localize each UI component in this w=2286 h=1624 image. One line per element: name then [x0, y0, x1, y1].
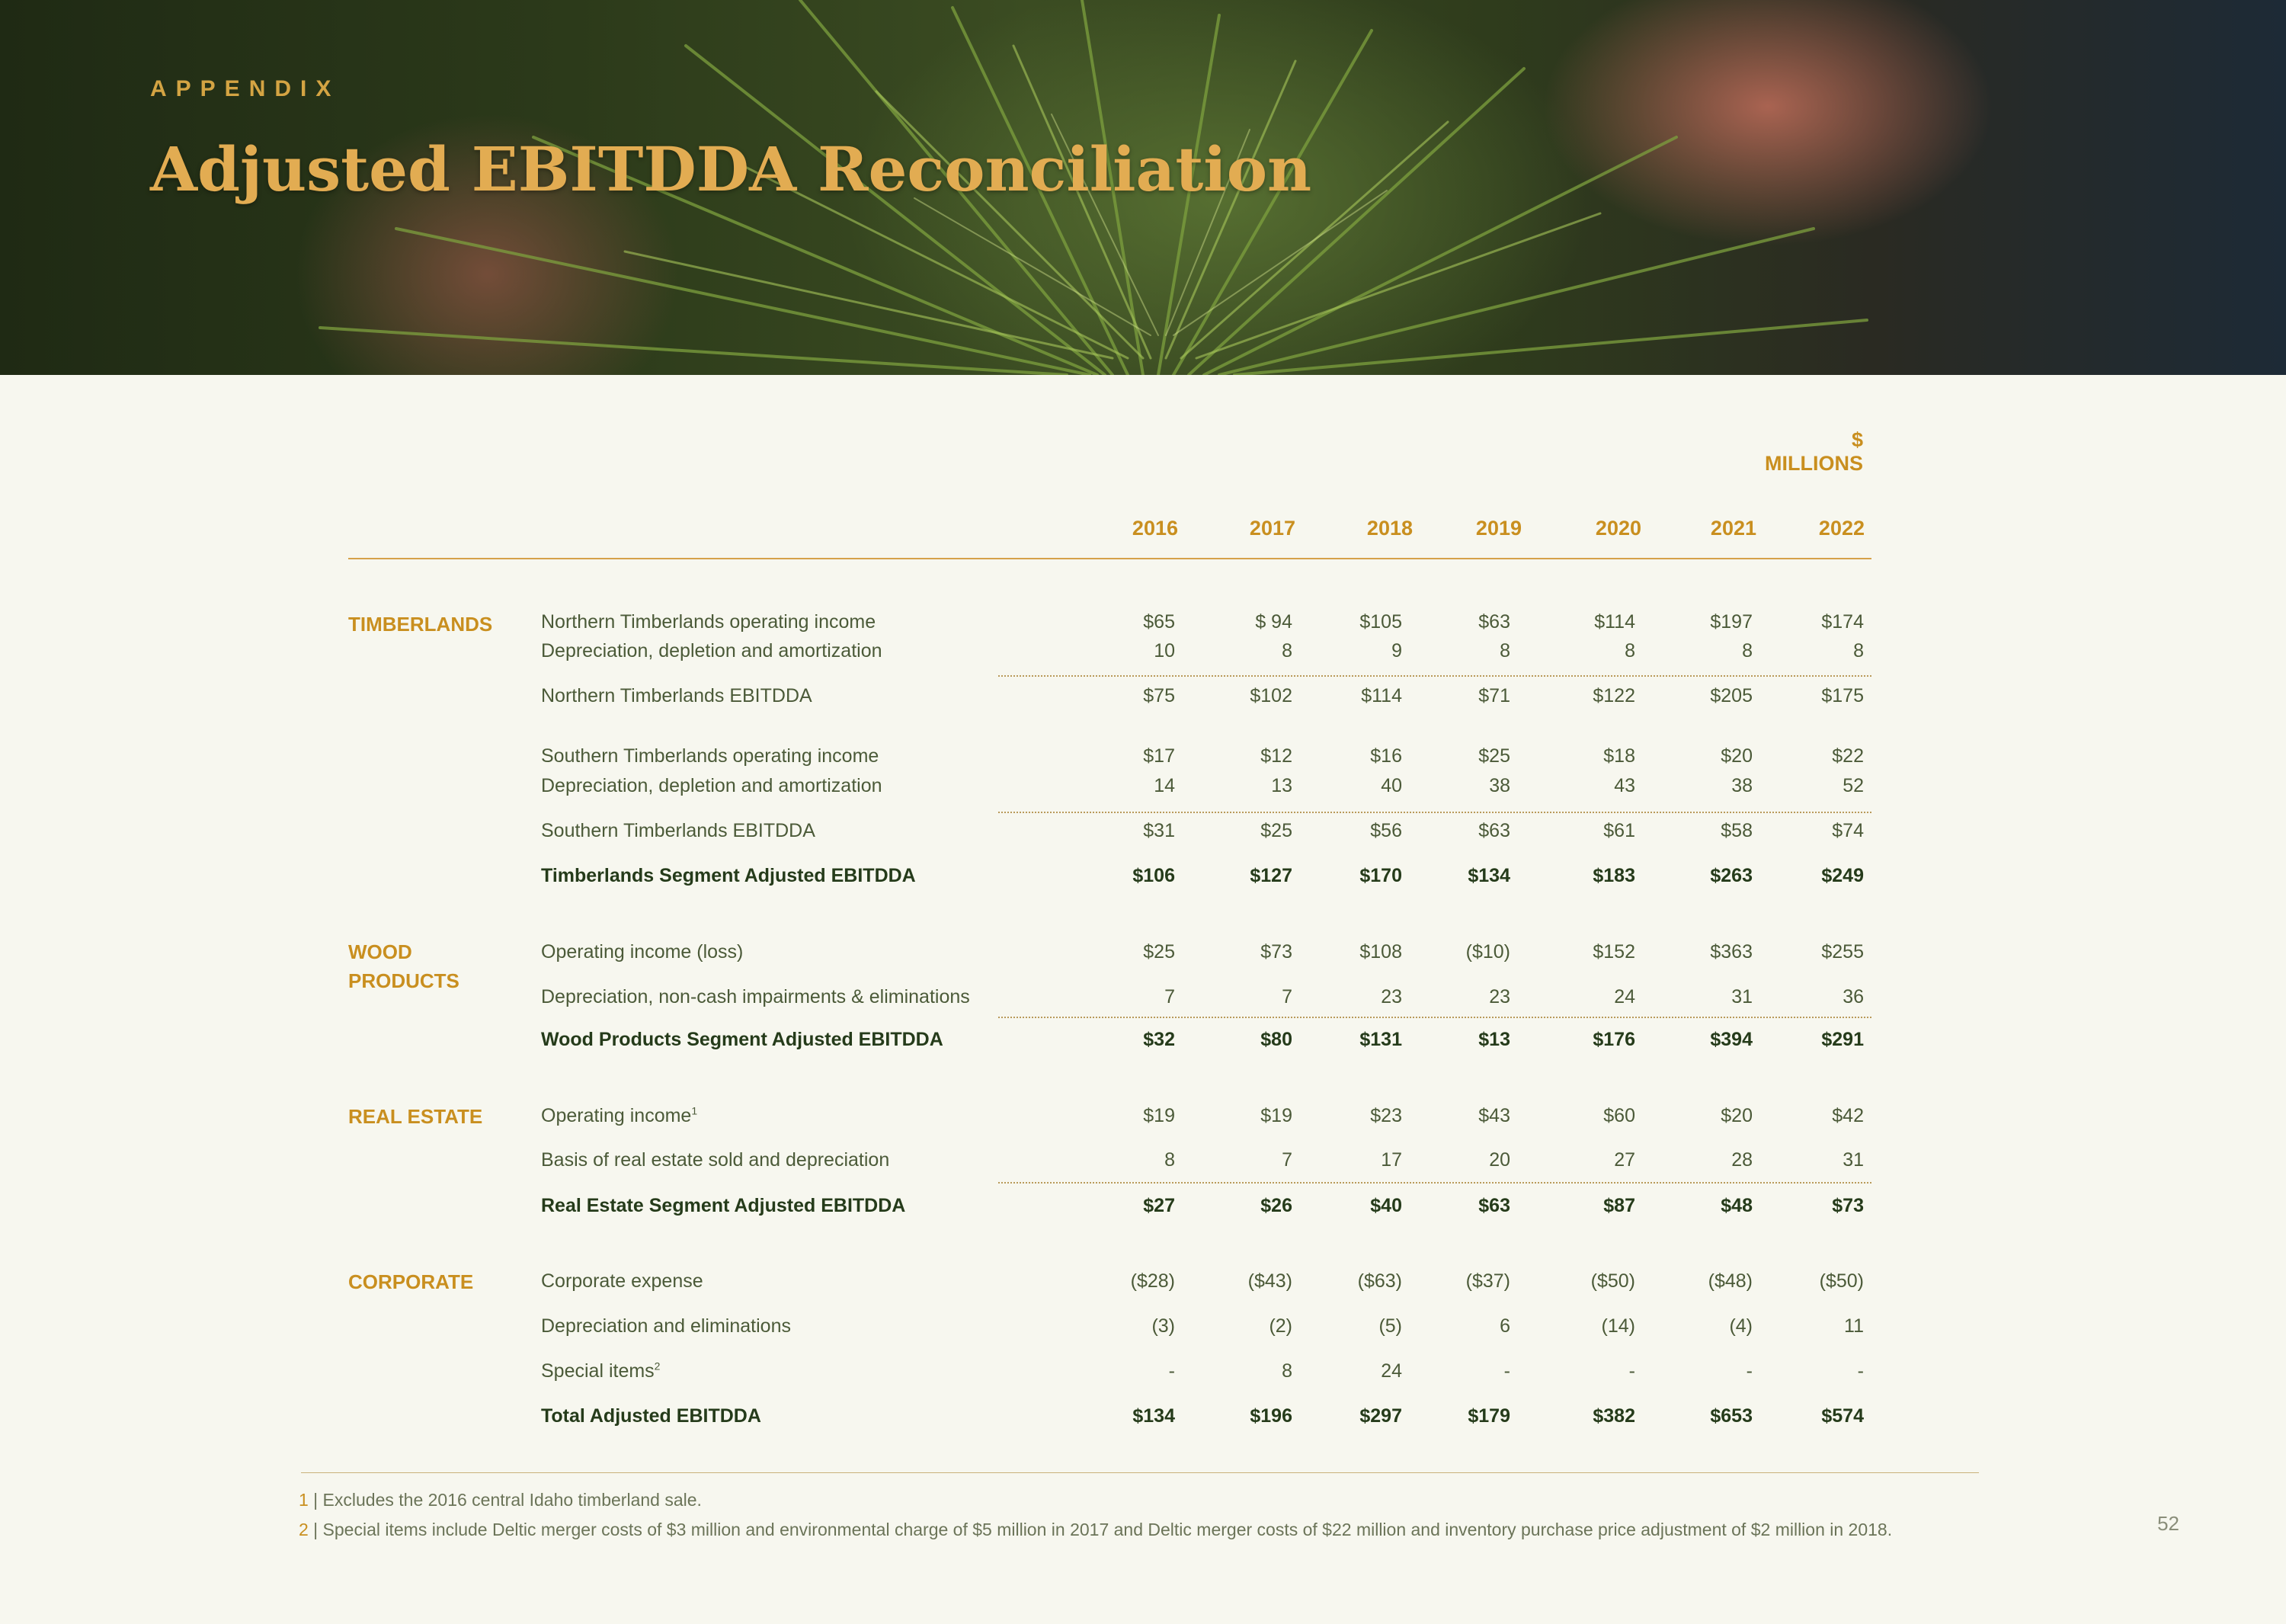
- table-cell-2017: $ 94: [1255, 611, 1292, 633]
- units-label: $ MILLIONS: [1765, 428, 1863, 475]
- table-cell-2017: 13: [1271, 775, 1292, 796]
- footnote-divider: [301, 1472, 1979, 1473]
- row-label: [541, 1029, 943, 1051]
- row-label: [541, 1149, 889, 1171]
- row-label-text: Operating income: [541, 1105, 692, 1126]
- row-label: [541, 941, 743, 963]
- footnote-ref: 1: [691, 1104, 698, 1117]
- table-cell-2016: ($28): [1130, 1270, 1175, 1292]
- table-cell-2020: 24: [1614, 986, 1635, 1007]
- row-label: [541, 986, 970, 1008]
- table-cell-2017: $26: [1260, 1195, 1292, 1216]
- footnote-ref: 2: [654, 1360, 661, 1373]
- table-cell-2022: $174: [1821, 611, 1864, 633]
- hero-banner: [0, 0, 2286, 375]
- row-label: [541, 775, 882, 797]
- year-header-2021: 2021: [1710, 517, 1756, 540]
- table-cell-2018: $170: [1359, 865, 1402, 886]
- table-cell-2017: $127: [1250, 865, 1292, 886]
- table-cell-2021: 38: [1731, 775, 1753, 796]
- table-cell-2018: $114: [1361, 685, 1402, 706]
- table-cell-2017: $80: [1260, 1029, 1292, 1050]
- row-label-text: Special items: [541, 1360, 655, 1382]
- table-cell-2021: $48: [1721, 1195, 1753, 1216]
- table-cell-2019: $179: [1468, 1405, 1510, 1427]
- table-cell-2021: -: [1746, 1360, 1753, 1382]
- table-cell-2020: $382: [1593, 1405, 1635, 1427]
- table-cell-2018: $40: [1370, 1195, 1402, 1216]
- row-label-text: Timberlands Segment Adjusted EBITDDA: [541, 865, 916, 886]
- table-cell-2017: 8: [1282, 640, 1292, 661]
- table-cell-2019: ($10): [1465, 941, 1510, 963]
- row-label-text: Northern Timberlands operating income: [541, 611, 876, 633]
- row-label-text: Depreciation, depletion and amortization: [541, 640, 882, 661]
- segment-real-estate: REAL ESTATE: [348, 1105, 483, 1128]
- row-label: [541, 640, 882, 662]
- table-cell-2021: (4): [1729, 1315, 1753, 1337]
- table-cell-2019: $13: [1478, 1029, 1510, 1050]
- table-cell-2022: $73: [1832, 1195, 1864, 1216]
- table-cell-2020: $152: [1593, 941, 1635, 963]
- table-cell-2020: 43: [1614, 775, 1635, 796]
- table-cell-2020: 27: [1614, 1149, 1635, 1171]
- row-label: [541, 685, 812, 707]
- table-cell-2016: $27: [1143, 1195, 1175, 1216]
- table-cell-2022: 8: [1853, 640, 1864, 661]
- table-cell-2018: 9: [1391, 640, 1402, 661]
- row-label-text: Operating income (loss): [541, 941, 744, 963]
- row-label: [541, 1270, 703, 1292]
- row-label-text: Southern Timberlands operating income: [541, 745, 879, 767]
- table-cell-2016: (3): [1151, 1315, 1175, 1337]
- row-label-text: Corporate expense: [541, 1270, 703, 1292]
- appendix-eyebrow: APPENDIX: [150, 76, 341, 101]
- table-cell-2022: $249: [1821, 865, 1864, 886]
- table-cell-2019: ($37): [1465, 1270, 1510, 1292]
- table-cell-2019: 23: [1489, 986, 1510, 1007]
- year-header-2020: 2020: [1595, 517, 1641, 540]
- table-cell-2018: $297: [1359, 1405, 1402, 1427]
- row-label-text: Real Estate Segment Adjusted EBITDDA: [541, 1195, 906, 1216]
- table-cell-2017: 8: [1282, 1360, 1292, 1382]
- row-label-text: Southern Timberlands EBITDDA: [541, 820, 815, 841]
- footnote-number: 1: [299, 1490, 309, 1510]
- table-cell-2019: $134: [1468, 865, 1510, 886]
- table-cell-2020: $61: [1603, 820, 1635, 841]
- table-cell-2019: $63: [1478, 820, 1510, 841]
- table-cell-2017: $102: [1250, 685, 1292, 706]
- table-cell-2017: $196: [1250, 1405, 1292, 1427]
- table-cell-2018: 24: [1381, 1360, 1402, 1382]
- table-cell-2021: $363: [1710, 941, 1753, 963]
- table-cell-2018: 23: [1381, 986, 1402, 1007]
- table-cell-2017: ($43): [1247, 1270, 1292, 1292]
- table-cell-2021: $58: [1721, 820, 1753, 841]
- table-cell-2018: $56: [1370, 820, 1402, 841]
- page-number: 52: [2157, 1512, 2179, 1535]
- segment-wood-products-line2: PRODUCTS: [348, 969, 459, 992]
- table-cell-2021: $20: [1721, 1105, 1753, 1126]
- table-cell-2016: $32: [1143, 1029, 1175, 1050]
- row-label: [541, 865, 916, 887]
- table-cell-2016: $134: [1132, 1405, 1175, 1427]
- year-header-2017: 2017: [1249, 517, 1295, 540]
- table-cell-2016: $17: [1143, 745, 1175, 767]
- table-cell-2016: 8: [1164, 1149, 1175, 1171]
- footnote-1: [299, 1490, 702, 1510]
- table-cell-2016: $25: [1143, 941, 1175, 963]
- row-label-text: Basis of real estate sold and depreciation: [541, 1149, 890, 1171]
- table-cell-2019: 6: [1500, 1315, 1510, 1337]
- row-label-text: Wood Products Segment Adjusted EBITDDA: [541, 1029, 943, 1050]
- table-cell-2016: 14: [1154, 775, 1175, 796]
- footnote-text: | Special items include Deltic merger costs of $3 million and environmental charge of $5 million in 2017 and Deltic merger costs of $22 million and inventory purchase price adjustment of $2 million in 2018.: [308, 1520, 1893, 1539]
- table-cell-2021: 28: [1731, 1149, 1753, 1171]
- table-cell-2019: $63: [1478, 611, 1510, 633]
- table-cell-2022: $291: [1821, 1029, 1864, 1050]
- footnote-number: 2: [299, 1520, 309, 1539]
- subtotal-divider: [998, 1182, 1871, 1184]
- table-cell-2021: $263: [1710, 865, 1753, 886]
- table-cell-2017: $12: [1260, 745, 1292, 767]
- row-label: [541, 1105, 697, 1127]
- row-label-text: Depreciation, depletion and amortization: [541, 775, 882, 796]
- table-cell-2017: $25: [1260, 820, 1292, 841]
- year-header-2016: 2016: [1132, 517, 1178, 540]
- subtotal-divider: [998, 1017, 1871, 1018]
- table-cell-2022: $74: [1832, 820, 1864, 841]
- table-cell-2021: $20: [1721, 745, 1753, 767]
- table-cell-2017: 7: [1282, 986, 1292, 1007]
- table-cell-2019: $25: [1478, 745, 1510, 767]
- table-cell-2017: (2): [1269, 1315, 1292, 1337]
- table-cell-2019: -: [1503, 1360, 1510, 1382]
- table-cell-2022: $175: [1821, 685, 1864, 706]
- table-cell-2019: 8: [1500, 640, 1510, 661]
- subtotal-divider: [998, 812, 1871, 813]
- table-cell-2018: $105: [1359, 611, 1402, 633]
- table-cell-2019: 38: [1489, 775, 1510, 796]
- table-cell-2021: $653: [1710, 1405, 1753, 1427]
- table-cell-2018: ($63): [1357, 1270, 1402, 1292]
- table-cell-2016: 10: [1154, 640, 1175, 661]
- footnote-2: [299, 1520, 1892, 1540]
- table-cell-2018: $23: [1370, 1105, 1402, 1126]
- subtotal-divider: [998, 675, 1871, 677]
- table-cell-2018: $131: [1359, 1029, 1402, 1050]
- table-cell-2018: $16: [1370, 745, 1402, 767]
- table-cell-2022: 31: [1843, 1149, 1864, 1171]
- table-cell-2021: 31: [1731, 986, 1753, 1007]
- table-cell-2016: $106: [1132, 865, 1175, 886]
- year-header-2022: 2022: [1818, 517, 1865, 540]
- segment-corporate: CORPORATE: [348, 1270, 474, 1293]
- table-cell-2020: $122: [1593, 685, 1635, 706]
- table-cell-2017: $73: [1260, 941, 1292, 963]
- year-header-2019: 2019: [1475, 517, 1522, 540]
- table-cell-2021: 8: [1742, 640, 1753, 661]
- table-cell-2016: $75: [1143, 685, 1175, 706]
- table-cell-2017: 7: [1282, 1149, 1292, 1171]
- table-cell-2016: $19: [1143, 1105, 1175, 1126]
- row-label: [541, 745, 879, 767]
- page-title: Adjusted EBITDDA Reconciliation: [150, 133, 1312, 205]
- segment-wood-products-line1: WOOD: [348, 940, 412, 963]
- table-cell-2021: $394: [1710, 1029, 1753, 1050]
- table-cell-2016: 7: [1164, 986, 1175, 1007]
- table-cell-2018: $108: [1359, 941, 1402, 963]
- footnote-text: | Excludes the 2016 central Idaho timberland sale.: [308, 1490, 702, 1510]
- table-cell-2021: $197: [1710, 611, 1753, 633]
- table-cell-2021: $205: [1710, 685, 1753, 706]
- table-cell-2020: $87: [1603, 1195, 1635, 1216]
- table-cell-2019: $71: [1478, 685, 1510, 706]
- table-cell-2021: ($48): [1708, 1270, 1753, 1292]
- segment-timberlands: TIMBERLANDS: [348, 613, 493, 636]
- row-label: [541, 1405, 761, 1427]
- table-cell-2022: 52: [1843, 775, 1864, 796]
- row-label: [541, 611, 876, 633]
- row-label-text: Depreciation and eliminations: [541, 1315, 791, 1337]
- row-label: [541, 1360, 660, 1382]
- row-label-text: Total Adjusted EBITDDA: [541, 1405, 761, 1427]
- table-cell-2022: 36: [1843, 986, 1864, 1007]
- table-cell-2020: (14): [1601, 1315, 1635, 1337]
- table-cell-2016: $31: [1143, 820, 1175, 841]
- table-cell-2019: $63: [1478, 1195, 1510, 1216]
- table-cell-2020: $114: [1594, 611, 1635, 633]
- row-label: [541, 820, 815, 842]
- table-cell-2018: 17: [1381, 1149, 1402, 1171]
- table-cell-2017: $19: [1260, 1105, 1292, 1126]
- table-cell-2016: $65: [1143, 611, 1175, 633]
- table-cell-2022: $574: [1821, 1405, 1864, 1427]
- table-cell-2022: -: [1857, 1360, 1864, 1382]
- table-cell-2018: (5): [1378, 1315, 1402, 1337]
- table-cell-2022: $255: [1821, 941, 1864, 963]
- row-label-text: Northern Timberlands EBITDDA: [541, 685, 812, 706]
- table-cell-2020: $60: [1603, 1105, 1635, 1126]
- table-cell-2022: 11: [1844, 1315, 1864, 1337]
- table-cell-2020: $183: [1593, 865, 1635, 886]
- header-divider: [348, 558, 1871, 559]
- table-cell-2018: 40: [1381, 775, 1402, 796]
- table-cell-2022: ($50): [1819, 1270, 1864, 1292]
- row-label: [541, 1195, 905, 1217]
- year-header-2018: 2018: [1366, 517, 1413, 540]
- table-cell-2022: $42: [1832, 1105, 1864, 1126]
- table-cell-2020: $18: [1603, 745, 1635, 767]
- table-cell-2019: $43: [1478, 1105, 1510, 1126]
- row-label: [541, 1315, 791, 1337]
- row-label-text: Depreciation, non-cash impairments & eliminations: [541, 986, 970, 1007]
- table-cell-2022: $22: [1832, 745, 1864, 767]
- table-cell-2020: ($50): [1590, 1270, 1635, 1292]
- table-cell-2020: 8: [1625, 640, 1635, 661]
- table-cell-2016: -: [1168, 1360, 1175, 1382]
- table-cell-2020: -: [1628, 1360, 1635, 1382]
- table-cell-2019: 20: [1489, 1149, 1510, 1171]
- table-cell-2020: $176: [1593, 1029, 1635, 1050]
